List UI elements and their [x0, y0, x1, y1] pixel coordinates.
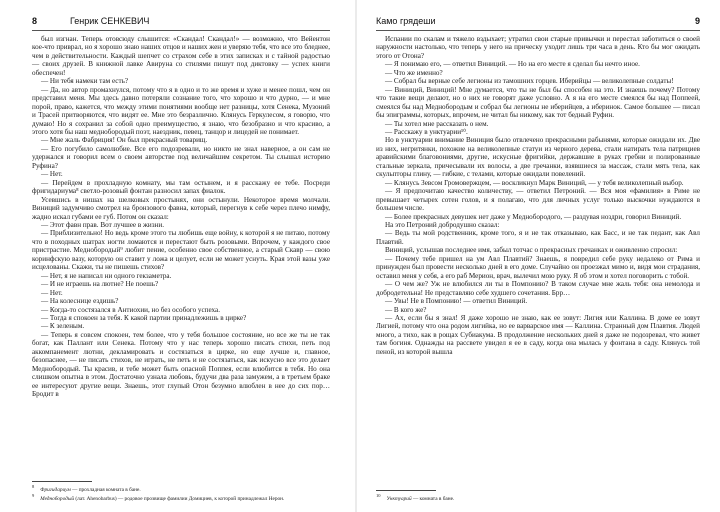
paragraph: — Этот фавн прав. Вот лучшее в жизни.: [41, 220, 164, 229]
paragraph: — Я понимаю его, — ответил Виниций. — Но на его месте я сделал бы нечто иное.: [385, 60, 640, 69]
paragraph: — Нет.: [41, 170, 63, 179]
paragraph: — Мне жаль Фабриция! Он был прекрасный товарищ.: [41, 136, 208, 145]
paragraph: Но в унктуарии внимание Виниция было отвлечено прекрасными рабынями, которые ожидали их. Две из них, негритянки, похожие на великолепные статуи из черного дерева, стали натирать тела патрициев аравийскими благовониями, другие, искусные фригийки, державшие в руках гребни и полированные стальные зеркала, причесывали их волосы, а две гречанки, взявшиеся за массаж, стали мять тела, как скульпторы глину, — гибкие, с телами, которые ожидали повелений.: [376, 136, 700, 179]
right-page-number: 9: [694, 16, 700, 26]
paragraph: — Почему тебе пришел на ум Авл Плавтий? Знаешь, я повредил себе руку недалеко от Рима и принужден был провести несколько дней в его доме. Случайно он проезжал мимо и, видя мои страдания, оставил меня у себя, а его раб Мерион, врач, вылечил мою руку. Я об этом и хотел поговорить с тобой.: [376, 254, 700, 280]
paragraph: — В кого же?: [385, 305, 427, 314]
paragraph: был изгнан. Теперь отовсюду слышится: «Скандал! Скандал!» — возможно, что Вейентон кое-что приврал, но я хорошо знаю наших отцов и наших жен и уверяю тебя, что все это бледнее, чем в действительности. Каждый шепчет со страхом себе в этих записках и с тайной радостью — своих друзей. В книжной лавке Авируна со стилями пишут под диктовку — успех книги обеспечен!: [32, 35, 330, 77]
paragraph: Испании по скалам и тяжело вздыхает; утратил свои старые привычки и перестал заботиться о своей наружности настолько, что теперь у него на прическу уходит лишь три часа в день. Кто бы мог ожидать этого от Отона?: [376, 35, 700, 60]
right-footnotes: [376, 490, 700, 502]
left-page-number: 8: [32, 16, 38, 26]
paragraph: — Его погубило самолюбие. Все его подозревали, но никто не знал наверное, а он сам не удержался и говорил всем о своем авторстве под величайшим секретом. Ты слышал историю Руфина?: [32, 144, 330, 170]
paragraph: — Ах, если бы я знал! Я даже хорошо не знаю, как ее зовут: Лигия или Каллина. В доме ее зовут Лигией, потому что она родом лигийка, но ее варварское имя — Каллина. Странный дом Плавтия. Людей много, а тихо, как в рощах Субиакума. В продолжение нескольких дней я даже не подозревал, что живет там богиня. Однажды на рассвете увидел я ее в саду, когда она мылась у фонтана в саду. Клянусь той пеной, из которой вышла: [376, 313, 700, 356]
paragraph: — На колеснице ездишь?: [41, 297, 119, 306]
paragraph: — Теперь я совсем спокоен, тем более, что у тебя большое состояние, но все же ты не так богат, как Паллант или Сенека. Потому что у нас теперь хорошо писать стихи, петь под аккомпанемент лютни, декламировать и состязаться в цирке, но еще лучше и, главное, безопаснее, — не писать стихов, не играть, не петь и не состязаться, как искусно все это делает Меднобородый. Ты красив, и тебе может быть опасной Поппея, если влюбится в тебя. Но она слишком опытна в этом. Достаточно узнала любовь, будучи два раза замужем, а в третьем браке ее интересуют другие вещи. Знаешь, этот глупый Отон безумно влюблен в нее до сих пор… Бродит в: [32, 330, 330, 399]
paragraph: — И не играешь на лютне? Не поешь?: [41, 280, 159, 289]
right-page-header: [376, 16, 700, 31]
left-footnotes: [32, 481, 342, 502]
footnote-number: 8: [32, 483, 35, 489]
left-page: [0, 0, 340, 512]
footnote-text: (лат. Ahenobarbus) — родовое прозвище фамилии Домициев, к которой принадлежал Нерон.: [75, 495, 285, 502]
footnote: [32, 493, 342, 502]
paragraph: — Когда-то состязался в Антиохии, но без особого успеха.: [41, 305, 220, 314]
paragraph: На это Петроний добродушно сказал:: [385, 220, 500, 229]
paragraph: — К зеленым.: [41, 322, 85, 331]
paragraph: — Приблизительно! Но ведь кроме этого ты любишь еще войну, к которой я не питаю, потому что в походных шатрах ногти ломаются и перестают быть розовыми. Впрочем, у каждого свое пристрастие. Меднобородый⁹ любит пение, особенно свое собственное, а старый Скавр — свою коринфскую вазу, которую он ставит у ложа и целует, если не может уснуть. Края этой вазы уже исцелованы. Скажи, ты не пишешь стихов?: [32, 229, 330, 272]
paragraph: — Да, но автор промахнулся, потому что я в одно и то же время и хуже и менее пошл, чем он представил меня. Мы здесь давно потеряли сознание того, что хорошо и что дурно, — и мне порой, право, кажется, что между этими понятиями вообще нет разницы, хотя Сенека, Музоний и Трасей притворяются, что видят ее. Мне это безразлично. Клянусь Геркулесом, я говорю, что думаю! Но я сохранил за собой одно преимущество, я знаю, что безобразно и что красиво, а этого хотя бы наш меднобородый поэт, наездник, певец, танцор и лицедей не понимает.: [32, 85, 330, 136]
paragraph: — Тогда я спокоен за тебя. К какой партии принадлежишь в цирке?: [41, 313, 247, 322]
right-page: [370, 0, 720, 512]
paragraph: — Нет, я не написал ни одного гекзаметра.: [41, 271, 172, 280]
paragraph: — Нет.: [41, 288, 63, 297]
footnote: [376, 493, 700, 502]
paragraph: — О чем же? Уж не влюбился ли ты в Помпонию? В таком случае мне жаль тебя: она немолода и добродетельна! Не представляю себе худшего сочетания. Брр…: [376, 280, 700, 297]
right-running-header: Камо грядеши: [376, 16, 436, 26]
paragraph: Виниций, услышав последнее имя, забыл тотчас о прекрасных гречанках и оживленно спросил:: [385, 246, 678, 255]
footnote-term: Унктуарий: [386, 495, 412, 502]
paragraph: — Более прекрасных девушек нет даже у Меднобородого, — раздувая ноздри, говорил Виниций.: [385, 212, 682, 221]
paragraph: Усевшись в нишах на шелковых простынях, они остынули. Некоторое время молчали. Виниций задумчиво смотрел на бронзового фавна, который, перегнув к себе через плечо нимфу, жадно искал губами ее губ. Потом он сказал:: [32, 195, 330, 221]
paragraph: — Виниций, Виниций! Мне думается, что ты не был бы способен на это. И знаешь почему? Потому что такие вещи делают, но о них не говорят даже условно. А я на его месте смеялся бы над Поппеей, смеялся бы над Меднобородым и собрал бы легионы не иберийцев, а иберинок. Самое большее — писал бы эпиграммы, которых, впрочем, не читал бы никому, как тот бедный Руфин.: [376, 85, 700, 120]
left-page-header: [32, 16, 330, 31]
footnote-number: 9: [32, 492, 35, 498]
footnote-term: Фригидариум: [40, 486, 71, 493]
book-gutter: [355, 0, 357, 512]
paragraph: — Перейдем в прохладную комнату, мы там остынем, и я расскажу ее тебе. Посреди фригидариума⁸ светло-розовый фонтан разносил запах фиалок.: [32, 178, 330, 196]
paragraph: — Я предпочитаю качество количеству, — ответил Петроний. — Вся моя «фамилия» в Риме не превышает четырех сотен голов, и я полагаю, что для личных услуг только выскочки нуждаются в большем числе.: [376, 187, 700, 213]
footnote-rule: [376, 490, 436, 491]
paragraph: — Клянусь Зевсом Громовержцем, — воскликнул Марк Виниций, — у тебя великолепный выбор.: [385, 178, 684, 187]
right-page-text: [376, 35, 700, 356]
paragraph: — Расскажу в унктуарии¹⁰.: [385, 127, 468, 136]
footnote-rule: [32, 481, 92, 482]
footnote-number: 10: [376, 492, 381, 498]
left-page-text: [32, 35, 330, 398]
paragraph: — Ни тебя намеки там есть?: [41, 77, 129, 86]
left-running-header: Генрик СЕНКЕВИЧ: [70, 16, 150, 26]
paragraph: — Ты хотел мне рассказать о нем.: [385, 119, 489, 128]
footnote-term: Меднобородый: [40, 495, 75, 502]
footnote-text: — прохладная комната в бане.: [72, 486, 141, 493]
footnote: [32, 484, 342, 493]
footnote-text: — комната в бане.: [412, 495, 455, 502]
paragraph: — Ведь ты мой родственник, кроме того, я и не так отказываю, как Басс, и не так педант, как Авл Плавтий.: [376, 229, 700, 246]
paragraph: — Что же именно?: [385, 68, 443, 77]
paragraph: — Увы! Не в Помпонию! — ответил Виниций.: [385, 297, 528, 306]
paragraph: — Собрал бы верные себе легионы из тамошних горцев. Иберийцы — великолепные солдаты!: [385, 77, 674, 86]
